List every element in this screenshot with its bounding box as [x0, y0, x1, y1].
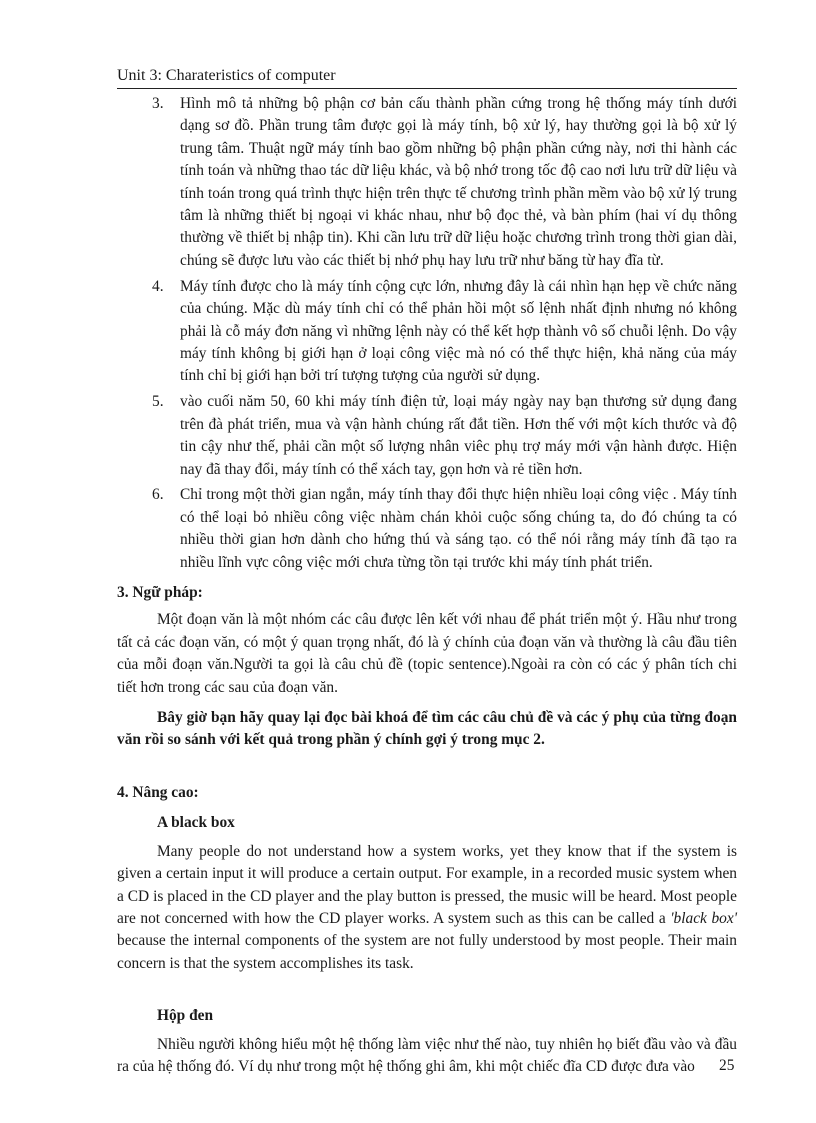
list-item-text: Hình mô tả những bộ phận cơ bản cấu thành phần cứng trong hệ thống máy tính dưới dạng sơ đồ. Phần trung tâm được gọi là máy tính, bộ xử lý, hay thường gọi là bộ xử lý trung tâm. Thuật ngữ máy tính bao gồm những bộ phận phần cứng này, nơi thi hành các tính toán và những thao tác dữ liệu khác, và bộ nhớ trong tốc độ cao nơi lưu trữ dữ liệu và tính toán trong quá trình thực hiện trên thực tế chương trình phần mềm vào bộ xử lý trung tâm là những thiết bị ngoại vi khác nhau, như bộ đọc thẻ, và bàn phím (hai ví dụ thông thường về thiết bị nhập tin). Khi cần lưu trữ dữ liệu hoặc chương trình trong thời gian dài, chúng sẽ được lưu vào các thiết bị nhớ phụ hay lưu trữ như băng từ hay đĩa từ.: [180, 95, 737, 269]
english-reading-paragraph: [117, 841, 737, 975]
list-item-text: vào cuối năm 50, 60 khi máy tính điện tử, loại máy ngày nay bạn thương sử dụng đang trên đà phát triển, mua và vận hành chúng rất đắt tiền. Hơn thế với một kích thước và độ tin cậy như thế, phải cần một số lượng nhân viêc phụ trợ máy mới vận hành được. Hiện nay đã thay đổi, máy tính có thể xách tay, gọn hơn và rẻ tiền hơn.: [180, 393, 737, 478]
page-number: 25: [719, 1057, 735, 1074]
numbered-list: [117, 93, 737, 574]
vietnamese-reading-paragraph: Nhiều người không hiểu một hệ thống làm việc như thế nào, tuy nhiên họ biết đầu vào và đầu ra của hệ thống đó. Ví dụ như trong một hệ thống ghi âm, khi một chiếc đĩa CD được đưa vào: [117, 1035, 737, 1075]
list-item-number: 6.: [152, 486, 164, 504]
list-item-number: 4.: [152, 277, 164, 295]
page-header: [117, 66, 737, 89]
list-item-text: Chỉ trong một thời gian ngắn, máy tính thay đổi thực hiện nhiều loại công việc . Máy tính có thể loại bỏ nhiều công việc nhàm chán khỏi cuộc sống chúng ta, do đó chúng ta có nhiều thời gian hơn dành cho hứng thú và sáng tạo. có thể nói rằng máy tính đã tạo ra nhiều lĩnh vực công việc mới chưa từng tồn tại trước khi máy tính phát triển.: [180, 486, 737, 571]
list-item: [117, 484, 737, 574]
advanced-section-title: 4. Nâng cao:: [117, 783, 199, 801]
english-reading-title: A black box: [157, 814, 235, 832]
list-item-number: 5.: [152, 393, 164, 411]
grammar-instruction: Bây giờ bạn hãy quay lại đọc bài khoá để tìm các câu chủ đề và các ý phụ của từng đoạn văn rồi so sánh với kết quả trong phần ý chính gợi ý trong mục 2.: [117, 709, 737, 749]
english-text-end: because the internal components of the system are not fully understood by most people. Their main concern is that the system accomplishes its task.: [117, 932, 737, 972]
black-box-term: 'black box': [670, 909, 737, 927]
header-title: Unit 3: Charateristics of computer: [117, 67, 336, 84]
list-item: [117, 391, 737, 481]
grammar-paragraph: Một đoạn văn là một nhóm các câu được lên kết với nhau để phát triển một ý. Hầu như trong tất cả các đoạn văn, có một ý quan trọng nhất, đó là ý chính của đoạn văn và thường là câu đầu tiên của mỗi đoạn văn.Người ta gọi là câu chủ đề (topic sentence).Ngoài ra còn có các ý phân tích chi tiết hơn trong các sau của đoạn văn.: [117, 611, 737, 696]
grammar-section-title: 3. Ngữ pháp:: [117, 584, 203, 602]
list-item-text: Máy tính được cho là máy tính cộng cực lớn, nhưng đây là cái nhìn hạn hẹp về chức năng của chúng. Mặc dù máy tính chỉ có thể phản hồi một số lệnh nhất định nhưng nó không phải là cỗ máy đơn năng vì những lệnh này có thể kết hợp thành vô số chuỗi lệnh. Do vậy máy tính không bị giới hạn ở loại công việc mà nó có thể thực hiện, khả năng của máy tính chỉ bị giới hạn bởi trí tượng tượng của người sử dụng.: [180, 277, 737, 385]
list-item: [117, 93, 737, 272]
list-item-number: 3.: [152, 95, 164, 112]
vietnamese-reading-title: Hộp đen: [157, 1007, 214, 1025]
page-content: [117, 93, 737, 1078]
list-item: [117, 276, 737, 388]
english-text-start: Many people do not understand how a system works, yet they know that if the system is given a certain input it will produce a certain output. For example, in a recorded music system when a CD is placed in the CD player and the play button is pressed, the music will be heard. Most people are not concerned with how the CD player works. A system such as this can be called a: [117, 842, 737, 927]
